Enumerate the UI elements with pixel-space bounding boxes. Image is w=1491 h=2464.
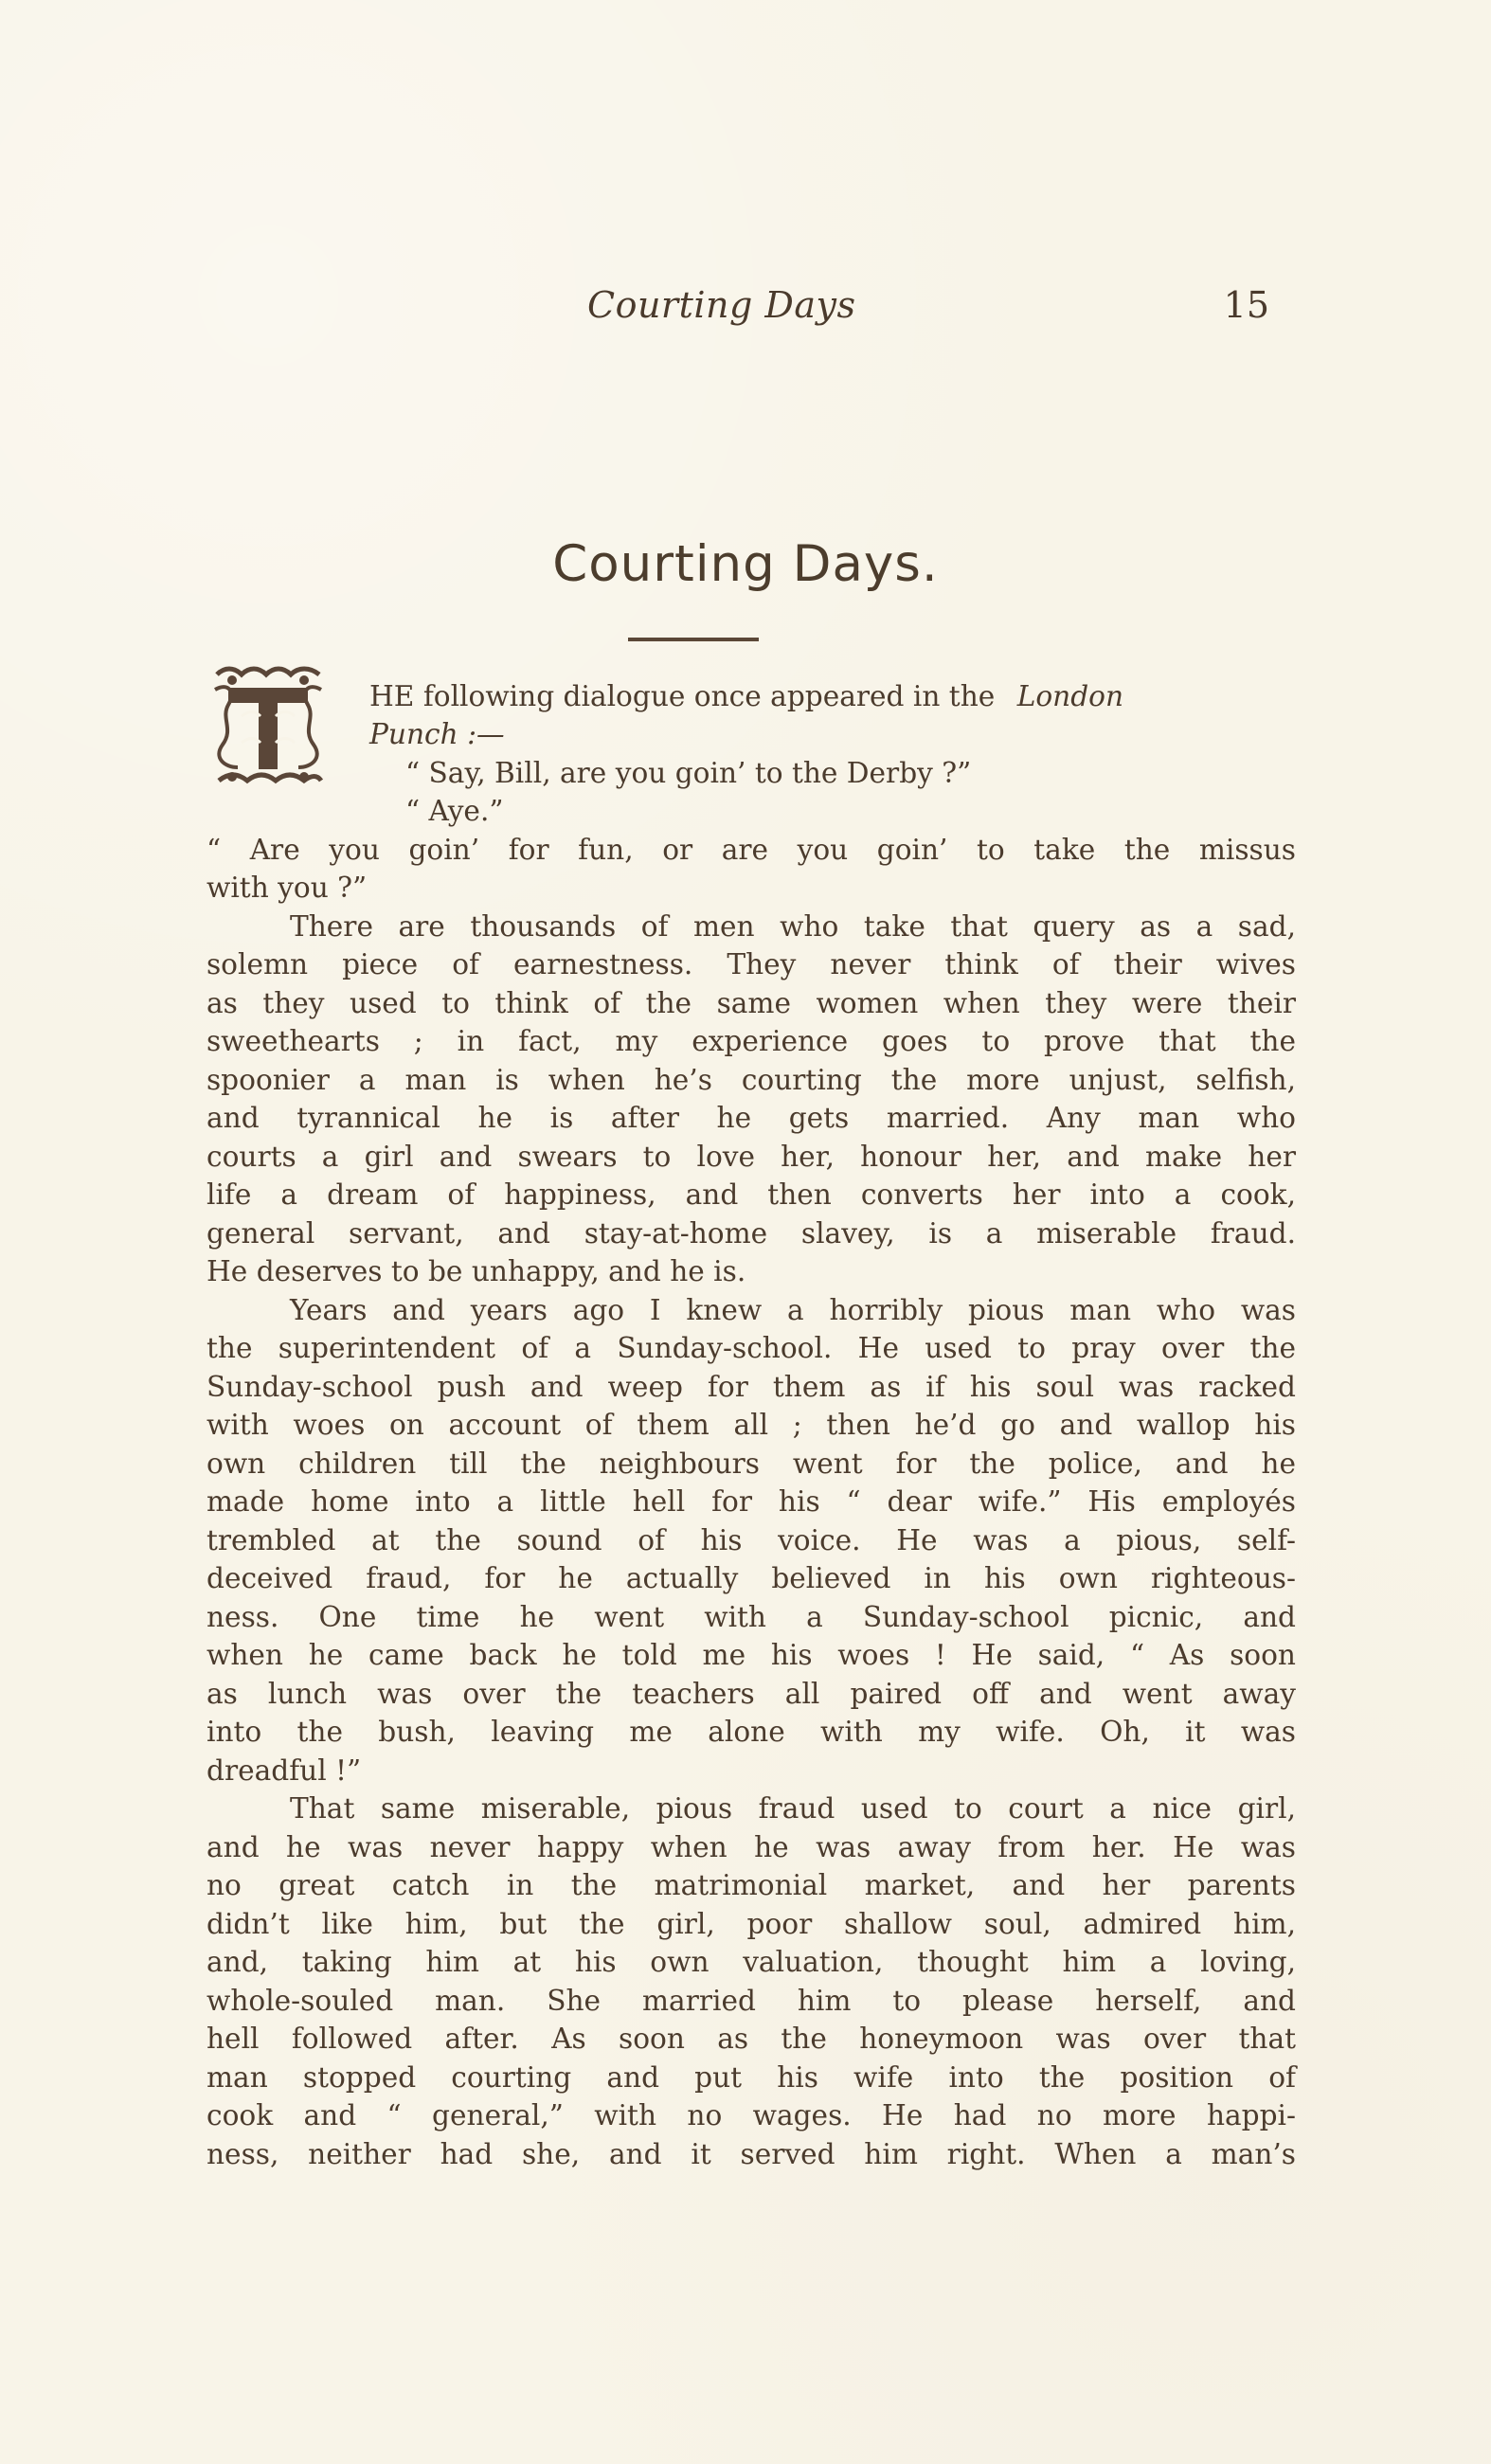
text-line-23: trembled at the sound of his voice. He was a pious, self- xyxy=(207,1524,1296,1556)
text-line-31: and he was never happy when he was away from her. He was xyxy=(207,1831,1296,1863)
text-line-33: didn’t like him, but the girl, poor shallow soul, admired him, xyxy=(207,1908,1296,1940)
text-line-29: dreadful !” xyxy=(207,1754,362,1787)
chapter-title: Courting Days. xyxy=(552,535,939,593)
text-line-13: courts a girl and swears to love her, honour her, and make her xyxy=(207,1141,1296,1173)
text-line-24: deceived fraud, for he actually believed in his own righteous- xyxy=(207,1562,1296,1594)
text-line-36: hell followed after. As soon as the honeymoon was over that xyxy=(207,2023,1296,2055)
text-line-19: Sunday-school push and weep for them as if his soul was racked xyxy=(207,1371,1296,1403)
text-line-27: as lunch was over the teachers all paired off and went away xyxy=(207,1678,1296,1710)
text-line-16: He deserves to be unhappy, and he is. xyxy=(207,1255,746,1287)
text-line-32: no great catch in the matrimonial market, and her parents xyxy=(207,1869,1296,1901)
text-line-37: man stopped courting and put his wife into the position of xyxy=(207,2061,1296,2094)
text-line-26: when he came back he told me his woes ! He said, “ As soon xyxy=(207,1639,1296,1671)
title-rule xyxy=(628,638,759,641)
text-line-21: own children till the neighbours went for the police, and he xyxy=(207,1448,1296,1480)
text-line-39: ness, neither had she, and it served him right. When a man’s xyxy=(207,2138,1296,2170)
text-line-6: with you ?” xyxy=(207,872,368,904)
text-line-34: and, taking him at his own valuation, thought him a loving, xyxy=(207,1946,1296,1978)
text-line-25: ness. One time he went with a Sunday-school picnic, and xyxy=(207,1601,1296,1633)
text-line-10: sweethearts ; in fact, my experience goes to prove that the xyxy=(207,1025,1296,1057)
text-line-2: Punch :— xyxy=(369,718,505,750)
page-number: 15 xyxy=(1223,284,1269,326)
running-head xyxy=(587,284,1269,336)
text-line-5: “ Are you goin’ for fun, or are you goin’ to take the missus xyxy=(207,834,1296,866)
text-line-28: into the bush, leaving me alone with my wife. Oh, it was xyxy=(207,1716,1296,1748)
text-line-14: life a dream of happiness, and then converts her into a cook, xyxy=(207,1178,1296,1211)
text-line-17: Years and years ago I knew a horribly pious man who was xyxy=(290,1294,1296,1326)
text-line-11: spoonier a man is when he’s courting the more unjust, selfish, xyxy=(207,1064,1296,1096)
text-line-35: whole-souled man. She married him to please herself, and xyxy=(207,1985,1296,2017)
text-line-8: solemn piece of earnestness. They never think of their wives xyxy=(207,948,1296,980)
text-line-38: cook and “ general,” with no wages. He had no more happi- xyxy=(207,2099,1296,2131)
text-line-30: That same miserable, pious fraud used to court a nice girl, xyxy=(290,1792,1296,1825)
text-line-20: with woes on account of them all ; then he’d go and wallop his xyxy=(207,1409,1296,1441)
text-line-7: There are thousands of men who take that query as a sad, xyxy=(290,910,1296,943)
text-line-12: and tyrannical he is after he gets married. Any man who xyxy=(207,1102,1296,1134)
text-line-15: general servant, and stay-at-home slavey, is a miserable fraud. xyxy=(207,1217,1296,1250)
text-line-3: “ Say, Bill, are you goin’ to the Derby ?” xyxy=(405,757,972,789)
body-text xyxy=(207,677,1296,2170)
text-line-1: HE following dialogue once appeared in the London xyxy=(369,680,1124,712)
text-line-18: the superintendent of a Sunday-school. He used to pray over the xyxy=(207,1332,1296,1364)
text-line-4: “ Aye.” xyxy=(405,795,504,827)
text-line-9: as they used to think of the same women when they were their xyxy=(207,987,1296,1019)
running-title: Courting Days xyxy=(587,284,856,326)
text-line-22: made home into a little hell for his “ dear wife.” His employés xyxy=(207,1485,1296,1518)
